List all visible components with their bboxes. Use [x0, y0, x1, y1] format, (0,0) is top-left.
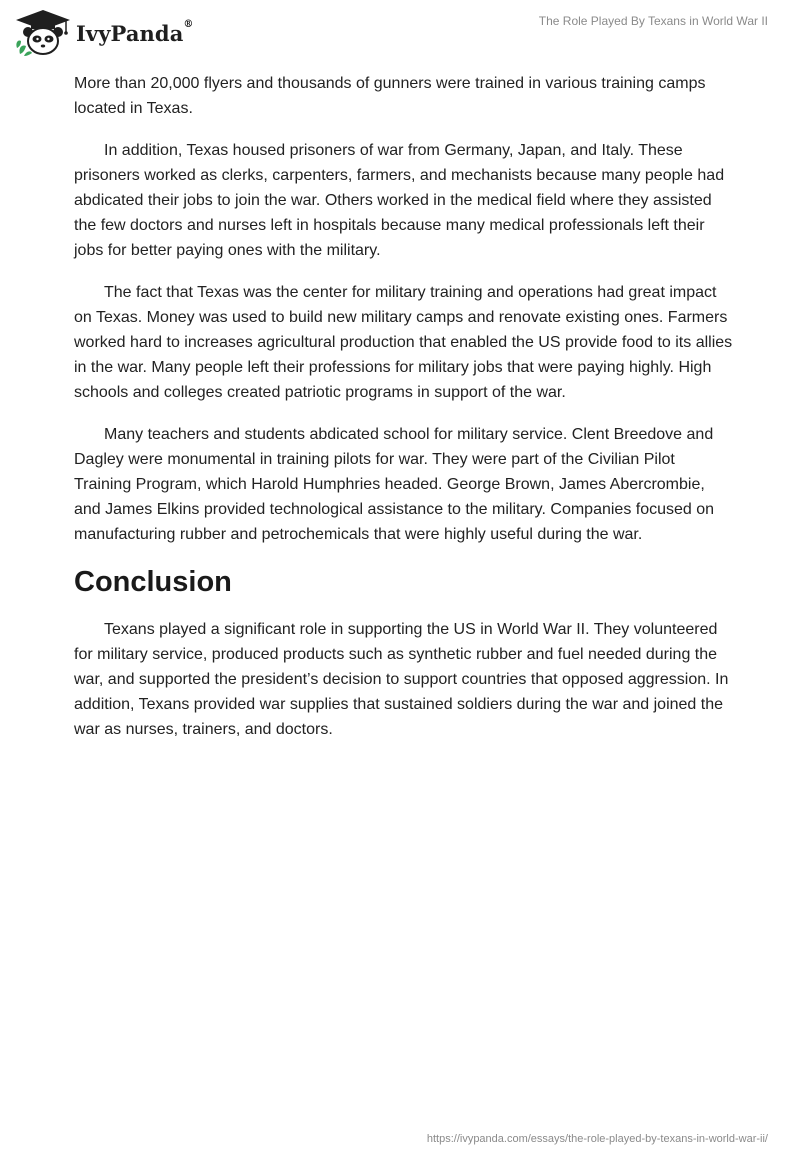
logo-wordmark [76, 18, 194, 46]
essay-body [74, 71, 734, 759]
logo-name: IvyPanda [76, 20, 184, 46]
page-header [0, 0, 800, 64]
paragraph-2: In addition, Texas housed prisoners of war from Germany, Japan, and Italy. These prisoners worked as clerks, carpenters, farmers, and mechanists because many people had abdicated their jobs to join the war. Others worked in the medical field where they assisted the few doctors and nurses left in hospitals because many medical professionals left their jobs for better paying ones with the military. [74, 142, 725, 259]
conclusion-heading: Conclusion [74, 566, 232, 598]
logo-registered-mark: ® [183, 18, 194, 30]
panda-graduation-cap-icon [14, 8, 72, 58]
running-title: The Role Played By Texans in World War II [538, 14, 768, 28]
paragraph-conclusion: Texans played a significant role in supporting the US in World War II. They volunteered for military service, produced products such as synthetic rubber and fuel needed during the war, and supported the president’s decision to support countries that opposed aggression. In addition, Texans provided war supplies that sustained soldiers during the war and joined the war as nurses, trainers, and doctors. [74, 621, 729, 738]
paragraph-4: Many teachers and students abdicated school for military service. Clent Breedove and Dagley were monumental in training pilots for war. They were part of the Civilian Pilot Training Program, which Harold Humphries headed. George Brown, James Abercrombie, and James Elkins provided technological assistance to the military. Companies focused on manufacturing rubber and petrochemicals that were highly useful during the war. [74, 426, 715, 543]
paragraph-3: The fact that Texas was the center for military training and operations had great impact on Texas. Money was used to build new military camps and renovate existing ones. Farmers worked hard to increases agricultural production that enabled the US provide food to its allies in the war. Many people left their professions for military jobs that were paying highly. High schools and colleges created patriotic programs in support of the war. [74, 284, 733, 401]
source-url[interactable]: https://ivypanda.com/essays/the-role-played-by-texans-in-world-war-ii/ [426, 1133, 768, 1145]
paragraph-1: More than 20,000 flyers and thousands of gunners were trained in various training camps located in Texas. [74, 75, 706, 117]
ivypanda-logo[interactable] [14, 8, 194, 58]
